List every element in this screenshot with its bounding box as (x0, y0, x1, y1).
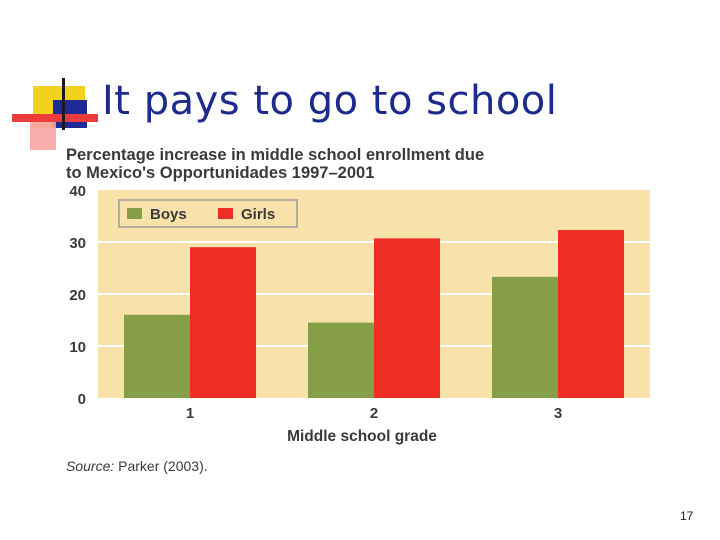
bar-girls-grade-3 (558, 230, 624, 398)
legend-label-girls: Girls (241, 206, 276, 223)
x-axis-title: Middle school grade (287, 428, 437, 445)
y-tick-label: 10 (69, 339, 86, 356)
bar-boys-grade-2 (308, 323, 374, 398)
x-tick-label: 2 (369, 405, 379, 422)
legend-swatch-girls (218, 208, 233, 219)
bar-boys-grade-1 (124, 315, 190, 398)
y-tick-label: 20 (69, 287, 86, 304)
page-number: 17 (680, 509, 694, 523)
bar-girls-grade-2 (374, 238, 440, 398)
x-tick-label: 3 (553, 405, 563, 422)
slide-title: It pays to go to school (102, 78, 558, 124)
source-note (66, 458, 208, 474)
chart-caption-line-2: to Mexico's Opportunidades 1997–2001 (66, 164, 375, 182)
bar-girls-grade-1 (190, 247, 256, 398)
source-text: Parker (2003). (118, 458, 208, 474)
y-tick-label: 0 (77, 391, 86, 408)
legend (119, 200, 297, 227)
chart-caption-line-1: Percentage increase in middle school enrollment due (66, 146, 485, 164)
source-label: Source: (66, 458, 115, 474)
bar-boys-grade-3 (492, 277, 558, 398)
legend-swatch-boys (127, 208, 142, 219)
legend-label-boys: Boys (150, 206, 187, 223)
x-tick-label: 1 (185, 405, 195, 422)
y-tick-label: 40 (69, 183, 86, 200)
y-tick-label: 30 (69, 235, 86, 252)
